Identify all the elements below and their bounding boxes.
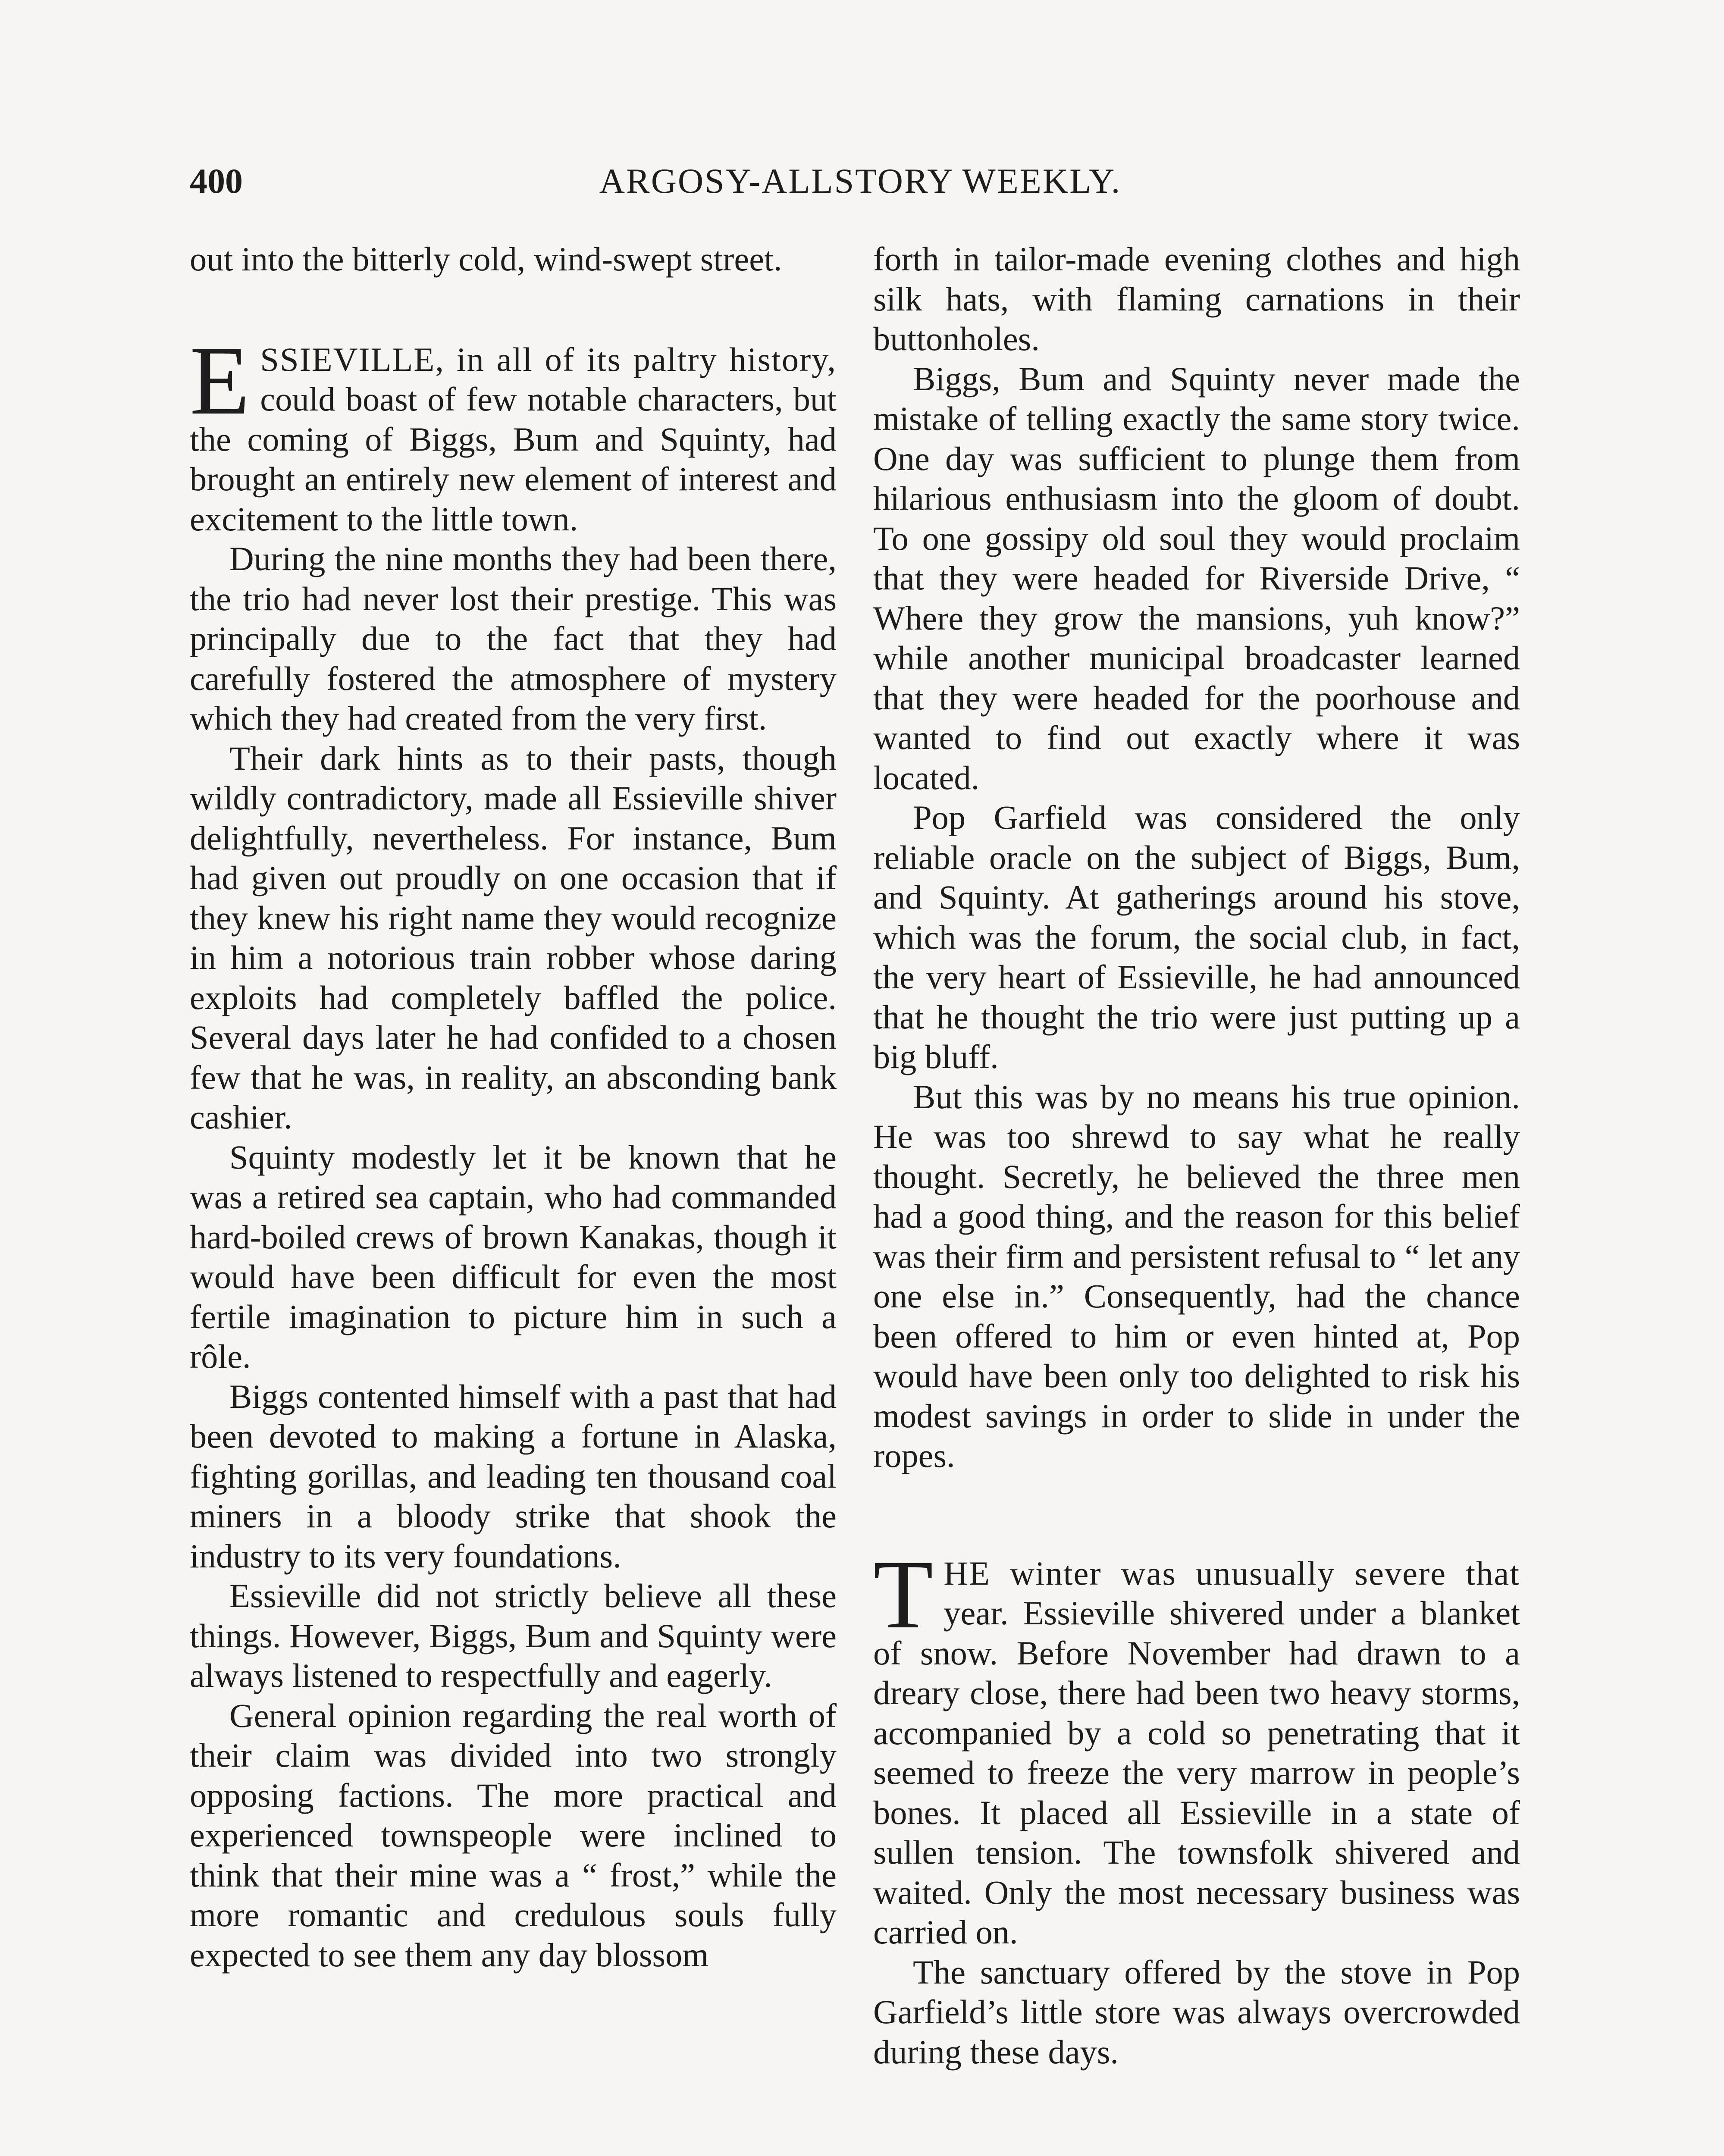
page-number: 400 [190, 161, 243, 201]
right-column [873, 239, 1520, 2072]
paragraph: General opinion regarding the real worth of their claim was divided into two strongly opposing factions. The more practical and experienced townspeople were inclined to think that their mine was a “ frost,” while the more romantic and credulous souls fully expected to see them any day blossom [190, 1696, 837, 1974]
paragraph-with-dropcap [873, 1540, 1520, 1952]
paragraph-with-dropcap [190, 326, 837, 539]
paragraph: forth in tailor-made evening clothes and high silk hats, with flaming carnations in their buttonholes. [873, 240, 1520, 357]
paragraph-text: SSIEVILLE, in all of its paltry history, could boast of few notable characters, but the coming of Biggs, Bum and Squinty, had brought an entirely new element of interest and excitement to the little town. [190, 340, 837, 538]
paragraph: The sanctuary offered by the stove in Pop Garfield’s little store was always overcrowded during these days. [873, 1953, 1520, 2071]
paragraph: Biggs, Bum and Squinty never made the mistake of telling exactly the same story twice. One day was sufficient to plunge them from hilarious enthusiasm into the gloom of doubt. To one gossipy old soul they would proclaim that they were headed for Riverside Drive, “ Where they grow the mansions, yuh know?” while another municipal broadcaster learned that they were headed for the poorhouse and wanted to find out exactly where it was located. [873, 360, 1520, 796]
paragraph: out into the bitterly cold, wind-swept street. [190, 240, 782, 278]
drop-cap-letter: T [873, 1540, 934, 1649]
running-head: ARGOSY-ALLSTORY WEEKLY. [599, 161, 1122, 201]
paragraph: Their dark hints as to their pasts, though wildly contradictory, made all Essieville shiver delightfully, nevertheless. For instance, Bum had given out proudly on one occasion that if they knew his right name they would recognize in him a notorious train robber whose daring exploits had completely baffled the police. Several days later he had confided to a chosen few that he was, in reality, an absconding bank cashier. [190, 739, 837, 1136]
paragraph: During the nine months they had been there, the trio had never lost their prestige. This was principally due to the fact that they had carefully fostered the atmosphere of mystery which they had created from the very first. [190, 540, 837, 737]
left-column [190, 239, 837, 1975]
page-header [190, 160, 1531, 203]
paragraph: But this was by no means his true opinion. He was too shrewd to say what he really thought. Secretly, he believed the three men had a good thing, and the reason for this belief was their firm and persistent refusal to “ let any one else in.” Consequently, had the chance been offered to him or even hinted at, Pop would have been only too delighted to risk his modest savings in order to slide in under the ropes. [873, 1078, 1520, 1474]
drop-cap-letter: E [190, 326, 250, 435]
paragraph-text: HE winter was unusually severe that year. Essieville shivered under a blanket of snow. Before November had drawn to a dreary close, there had been two heavy storms, accompanied by a cold so penetrating that it seemed to freeze the very marrow in people’s bones. It placed all Essieville in a state of sullen tension. The townsfolk shivered and waited. Only the most necessary business was carried on. [873, 1554, 1520, 1951]
paragraph: Essieville did not strictly believe all these things. However, Biggs, Bum and Squinty were always listened to respectfully and eagerly. [190, 1577, 837, 1694]
paragraph: Biggs contented himself with a past that had been devoted to making a fortune in Alaska, fighting gorillas, and leading ten thousand coal miners in a bloody strike that shook the industry to its very foundations. [190, 1377, 837, 1575]
paragraph: Pop Garfield was considered the only reliable oracle on the subject of Biggs, Bum, and Squinty. At gatherings around his stove, which was the forum, the social club, in fact, the very heart of Essieville, he had announced that he thought the trio were just putting up a big bluff. [873, 799, 1520, 1075]
paragraph: Squinty modestly let it be known that he was a retired sea captain, who had commanded hard-boiled crews of brown Kanakas, though it would have been difficult for even the most fertile imagination to picture him in such a rôle. [190, 1138, 837, 1375]
